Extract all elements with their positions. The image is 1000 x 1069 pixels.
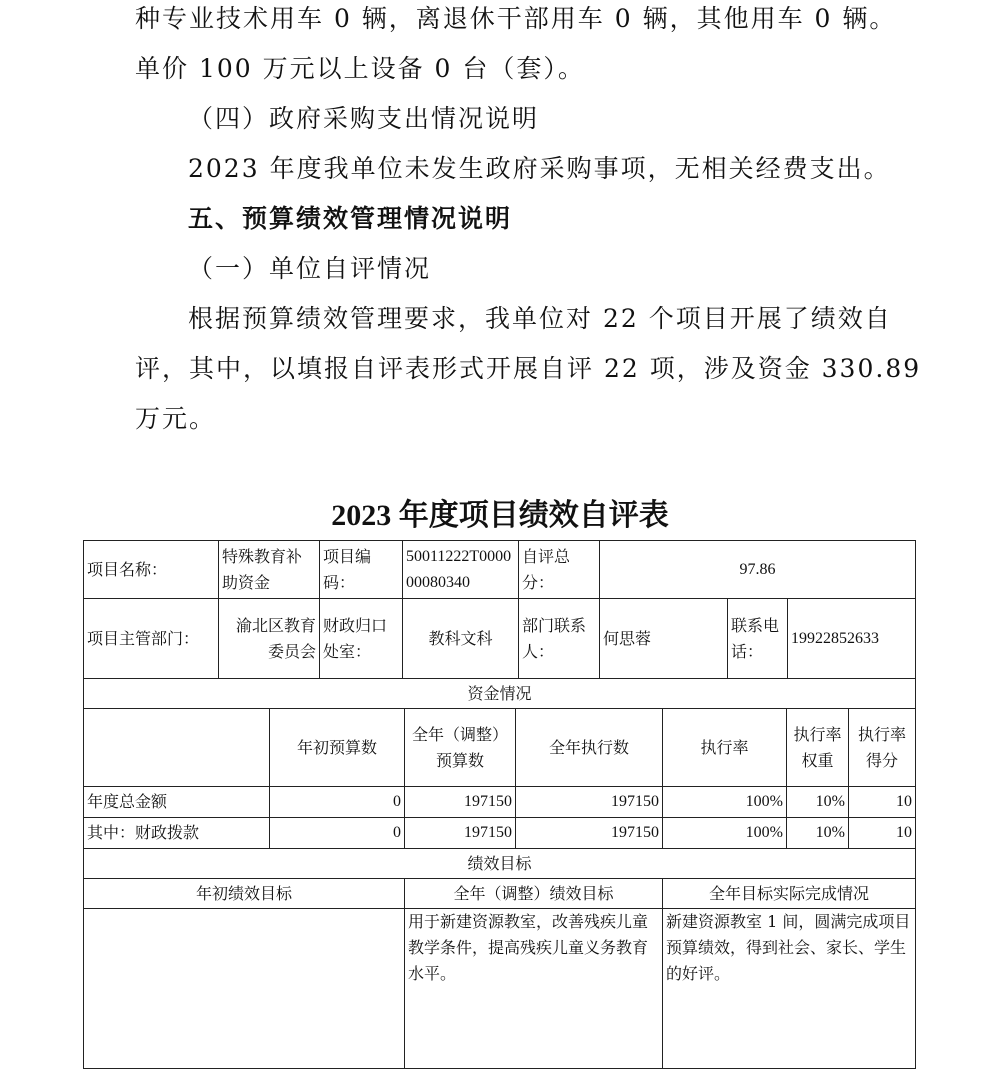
goals-table [83, 848, 916, 1069]
goal-adjusted-value: 用于新建资源教室，改善残疾儿童教学条件，提高残疾儿童义务教育水平。 [405, 909, 663, 1069]
goals-header: 绩效目标 [84, 849, 916, 879]
contact-value: 何思蓉 [600, 599, 728, 679]
row-initial: 0 [270, 787, 405, 818]
goal-initial-label: 年初绩效目标 [84, 879, 405, 909]
paragraph-procurement: 2023 年度我单位未发生政府采购事项，无相关经费支出。 [188, 154, 891, 183]
row-rate: 100% [663, 787, 787, 818]
finance-value: 教科文科 [403, 599, 519, 679]
dept-value: 渝北区教育委员会 [219, 599, 320, 679]
goal-initial-value [84, 909, 405, 1069]
table-row [84, 818, 916, 849]
paragraph-equipment: 单价 100 万元以上设备 0 台（套）。 [135, 54, 585, 83]
col-executed: 全年执行数 [516, 709, 663, 787]
row-score: 10 [849, 787, 916, 818]
phone-value: 19922852633 [788, 599, 916, 679]
heading-procurement: （四）政府采购支出情况说明 [188, 104, 540, 133]
col-rate-score: 执行率得分 [849, 709, 916, 787]
paragraph-self-eval-3: 万元。 [135, 404, 217, 433]
row-executed: 197150 [516, 787, 663, 818]
contact-label: 部门联系人： [519, 599, 600, 679]
row-adjusted: 197150 [405, 818, 516, 849]
table-title: 2023 年度项目绩效自评表 [331, 499, 669, 532]
funds-table [83, 678, 916, 849]
paragraph-self-eval-2: 评，其中，以填报自评表形式开展自评 22 项，涉及资金 330.89 [135, 354, 922, 383]
table-row [84, 787, 916, 818]
dept-label: 项目主管部门： [84, 599, 219, 679]
row-executed: 197150 [516, 818, 663, 849]
project-name-value: 特殊教育补助资金 [219, 541, 320, 599]
row-adjusted: 197150 [405, 787, 516, 818]
project-code-value: 50011222T000000080340 [403, 541, 519, 599]
project-info-table [83, 540, 916, 679]
col-initial-budget: 年初预算数 [270, 709, 405, 787]
self-score-label: 自评总分： [519, 541, 600, 599]
heading-self-eval: （一）单位自评情况 [188, 254, 432, 283]
row-initial: 0 [270, 818, 405, 849]
goal-actual-label: 全年目标实际完成情况 [663, 879, 916, 909]
heading-performance: 五、预算绩效管理情况说明 [188, 204, 513, 233]
goal-actual-value: 新建资源教室 1 间，圆满完成项目预算绩效，得到社会、家长、学生的好评。 [663, 909, 916, 1069]
col-exec-rate: 执行率 [663, 709, 787, 787]
project-code-label: 项目编码： [320, 541, 403, 599]
col-rate-weight: 执行率权重 [787, 709, 849, 787]
funds-corner-cell [84, 709, 270, 787]
project-name-label: 项目名称： [84, 541, 219, 599]
paragraph-vehicles: 种专业技术用车 0 辆，离退休干部用车 0 辆，其他用车 0 辆。 [135, 4, 897, 33]
self-score-value: 97.86 [600, 541, 916, 599]
finance-label: 财政归口处室： [320, 599, 403, 679]
funds-header: 资金情况 [84, 679, 916, 709]
goal-adjusted-label: 全年（调整）绩效目标 [405, 879, 663, 909]
phone-label: 联系电话： [728, 599, 788, 679]
row-score: 10 [849, 818, 916, 849]
row-weight: 10% [787, 787, 849, 818]
paragraph-self-eval-1: 根据预算绩效管理要求，我单位对 22 个项目开展了绩效自 [188, 304, 892, 333]
col-adjusted-budget: 全年（调整）预算数 [405, 709, 516, 787]
row-label: 其中：财政拨款 [84, 818, 270, 849]
row-rate: 100% [663, 818, 787, 849]
row-weight: 10% [787, 818, 849, 849]
row-label: 年度总金额 [84, 787, 270, 818]
